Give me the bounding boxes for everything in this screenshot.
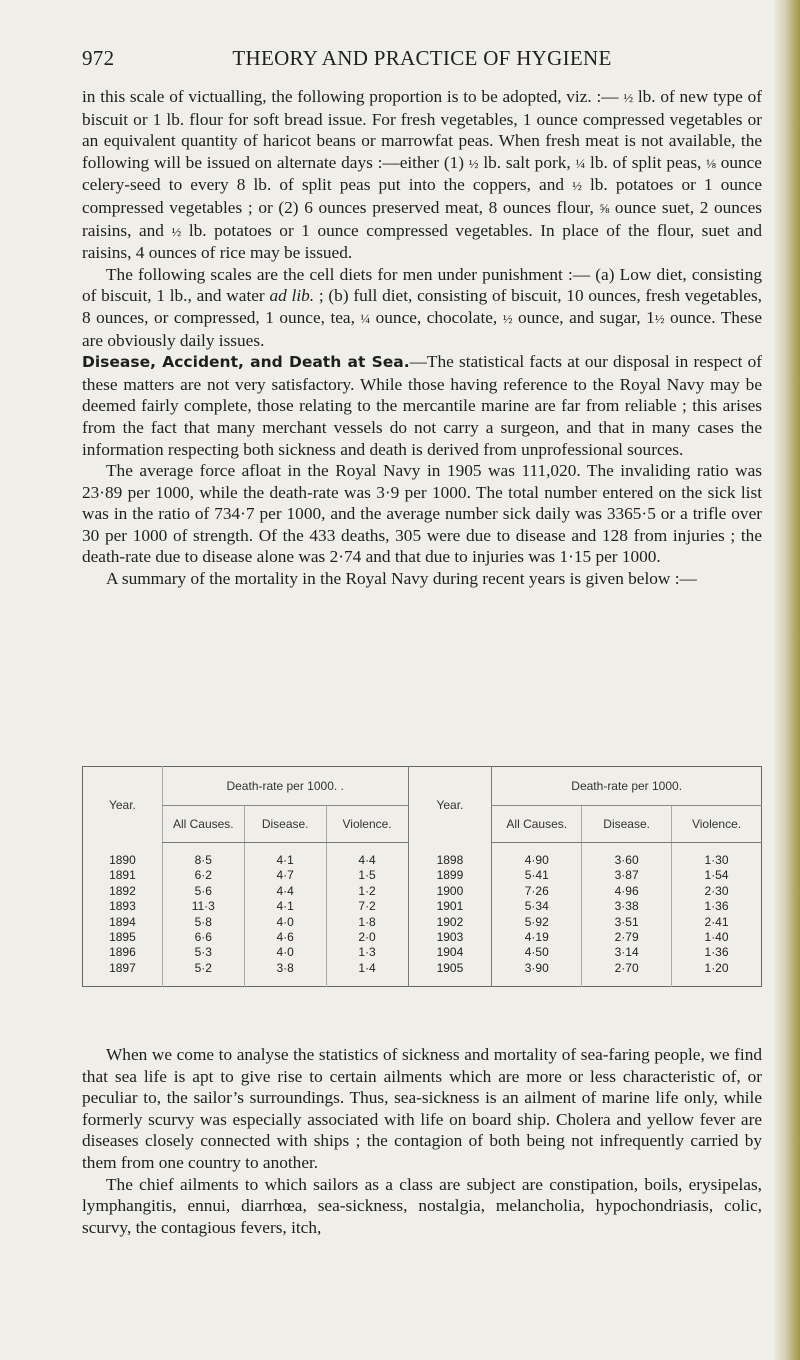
page-edge xyxy=(774,0,800,1360)
body-text-top xyxy=(82,86,762,590)
value-cell: 1·54 xyxy=(672,868,762,883)
value-cell: 5·41 xyxy=(492,868,582,883)
value-cell: 3·87 xyxy=(582,868,672,883)
value-cell: 5·34 xyxy=(492,899,582,914)
running-title: THEORY AND PRACTICE OF HYGIENE xyxy=(232,46,612,70)
year-cell: 1900 xyxy=(408,884,492,899)
paragraph-cell-diets: The following scales are the cell diets for men under punishment :— (a) Low diet, consisting of biscuit, 1 lb., and water ad lib. ; (b) full diet, consisting of biscuit, 10 ounces, fresh vegetables, 8 ounces, or compressed, 1 ounce, tea, ¼ ounce, chocolate, ½ ounce, and sugar, 1½ ounce. These are obviously daily issues. xyxy=(82,264,762,350)
year-header-right: Year. xyxy=(408,767,492,843)
year-cell: 1899 xyxy=(408,868,492,883)
value-cell: 6·6 xyxy=(162,930,244,945)
value-cell: 1·36 xyxy=(672,899,762,914)
value-cell: 2·70 xyxy=(582,961,672,987)
value-cell: 6·2 xyxy=(162,868,244,883)
year-cell: 1893 xyxy=(109,899,136,914)
col-all-causes-left: All Causes. xyxy=(162,806,244,843)
value-cell: 5·6 xyxy=(162,884,244,899)
value-cell: 8·5 xyxy=(162,843,244,869)
year-cell: 1890 xyxy=(109,852,136,867)
value-cell: 5·2 xyxy=(162,961,244,987)
value-cell: 3·60 xyxy=(582,843,672,869)
col-all-causes-right: All Causes. xyxy=(492,806,582,843)
year-cell: 1892 xyxy=(109,883,136,898)
value-cell: 3·90 xyxy=(492,961,582,987)
body-text-bottom xyxy=(82,1044,762,1238)
value-cell: 2·79 xyxy=(582,930,672,945)
paragraph-chief-ailments: The chief ailments to which sailors as a class are subject are constipation, boils, erysipelas, lymphangitis, ennui, diarrhœa, sea-sickness, nostalgia, melancholia, hypochondriasis, colic, scurvy, the contagious fevers, itch, xyxy=(82,1174,762,1237)
year-cell: 1903 xyxy=(408,930,492,945)
year-header-left: Year. xyxy=(108,797,136,812)
value-cell: 5·8 xyxy=(162,915,244,930)
paragraph-navy-statistics: The average force afloat in the Royal Navy in 1905 was 111,020. The invaliding ratio was 23·89 per 1000, while the death-rate was 3·9 per 1000. The total number entered on the sick list was in the ratio of 734·7 per 1000, and the average number sick daily was 3365·5 or a trifle over 30 per 1000 of strength. Of the 433 deaths, 305 were due to disease and 128 from injuries ; the death-rate due to disease alone was 2·74 and that due to injuries was 1·15 per 1000. xyxy=(82,461,762,567)
running-header xyxy=(82,46,762,76)
table-row xyxy=(83,930,762,945)
value-cell: 3·14 xyxy=(582,945,672,960)
table-row xyxy=(83,945,762,960)
value-cell: 4·4 xyxy=(244,884,326,899)
year-cell: 1891 xyxy=(109,868,136,883)
year-cell: 1904 xyxy=(408,945,492,960)
year-cell: 1895 xyxy=(109,930,136,945)
table-row xyxy=(83,884,762,899)
paragraph-victualling: in this scale of victualling, the following proportion is to be adopted, viz. :— ½ lb. of new type of biscuit or 1 lb. flour for soft bread issue. For fresh vegetables, 1 ounce compressed vegetables or an equivalent quantity of haricot beans or marrowfat peas. When fresh meat is not available, the following will be issued on alternate days :—either (1) ½ lb. salt pork, ¼ lb. of split peas, ⅛ ounce celery-seed to every 8 lb. of split peas put into the coppers, and ½ lb. potatoes or 1 ounce compressed vegetables ; or (2) 6 ounces preserved meat, 8 ounces flour, ⅝ ounce suet, 2 ounces raisins, and ½ lb. potatoes or 1 ounce compressed vegetables. In place of the flour, suet and raisins, 4 ounces of rice may be issued. xyxy=(82,87,762,263)
mortality-table xyxy=(82,766,762,987)
value-cell: 3·51 xyxy=(582,915,672,930)
table-row xyxy=(83,843,762,869)
value-cell: 1·30 xyxy=(672,843,762,869)
year-cell: 1902 xyxy=(408,915,492,930)
value-cell: 1·5 xyxy=(326,868,408,883)
year-cell: 1901 xyxy=(408,899,492,914)
year-cell: 1898 xyxy=(408,843,492,869)
value-cell: 4·50 xyxy=(492,945,582,960)
value-cell: 4·0 xyxy=(244,915,326,930)
paragraph-sea-ailments: When we come to analyse the statistics of sickness and mortality of sea-faring people, we find that sea life is apt to give rise to certain ailments which are more or less characteristic of, or peculiar to, the sailor’s surroundings. Thus, sea-sickness is an ailment of marine life only, while formerly scurvy was especially associated with life on board ship. Cholera and yellow fever are diseases closely connected with ships ; the contagion of both being not infrequently carried by them from one country to another. xyxy=(82,1045,762,1172)
value-cell: 7·2 xyxy=(326,899,408,914)
value-cell: 5·3 xyxy=(162,945,244,960)
value-cell: 4·96 xyxy=(582,884,672,899)
group-header-left: Death-rate per 1000. . xyxy=(162,767,408,806)
year-cell: 1894 xyxy=(109,914,136,929)
value-cell: 2·0 xyxy=(326,930,408,945)
year-cell: 1897 xyxy=(109,960,136,975)
year-cell: 1905 xyxy=(408,961,492,987)
value-cell: 4·90 xyxy=(492,843,582,869)
value-cell: 4·6 xyxy=(244,930,326,945)
section-heading: Disease, Accident, and Death at Sea. xyxy=(82,353,410,372)
value-cell: 4·1 xyxy=(244,843,326,869)
value-cell: 4·4 xyxy=(326,843,408,869)
table-row xyxy=(83,915,762,930)
col-violence-right: Violence. xyxy=(672,806,762,843)
value-cell: 4·1 xyxy=(244,899,326,914)
group-header-right: Death-rate per 1000. xyxy=(492,767,762,806)
value-cell: 4·19 xyxy=(492,930,582,945)
value-cell: 3·38 xyxy=(582,899,672,914)
value-cell: 7·26 xyxy=(492,884,582,899)
value-cell: 1·4 xyxy=(326,961,408,987)
paragraph-summary-intro: A summary of the mortality in the Royal Navy during recent years is given below :— xyxy=(106,569,697,589)
page-number: 972 xyxy=(82,46,115,70)
value-cell: 4·7 xyxy=(244,868,326,883)
table-row xyxy=(83,961,762,987)
value-cell: 4·0 xyxy=(244,945,326,960)
value-cell: 1·8 xyxy=(326,915,408,930)
table-row xyxy=(83,899,762,914)
value-cell: 1·36 xyxy=(672,945,762,960)
value-cell: 5·92 xyxy=(492,915,582,930)
value-cell: 11·3 xyxy=(162,899,244,914)
table-row xyxy=(83,868,762,883)
value-cell: 3·8 xyxy=(244,961,326,987)
value-cell: 1·2 xyxy=(326,884,408,899)
value-cell: 2·41 xyxy=(672,915,762,930)
paragraph-disease-at-sea: Disease, Accident, and Death at Sea.—The statistical facts at our disposal in respect of these matters are not very satisfactory. While those having reference to the Royal Navy may be deemed fairly complete, those relating to the mercantile marine are far from reliable ; this arises from the fact that many merchant vessels do not carry a surgeon, and that in many cases the information respecting both sickness and death is derived from unprofessional sources. xyxy=(82,352,762,459)
value-cell: 1·40 xyxy=(672,930,762,945)
value-cell: 1·20 xyxy=(672,961,762,987)
col-disease-right: Disease. xyxy=(582,806,672,843)
col-violence-left: Violence. xyxy=(326,806,408,843)
col-disease-left: Disease. xyxy=(244,806,326,843)
year-cell: 1896 xyxy=(109,945,136,960)
value-cell: 2·30 xyxy=(672,884,762,899)
value-cell: 1·3 xyxy=(326,945,408,960)
